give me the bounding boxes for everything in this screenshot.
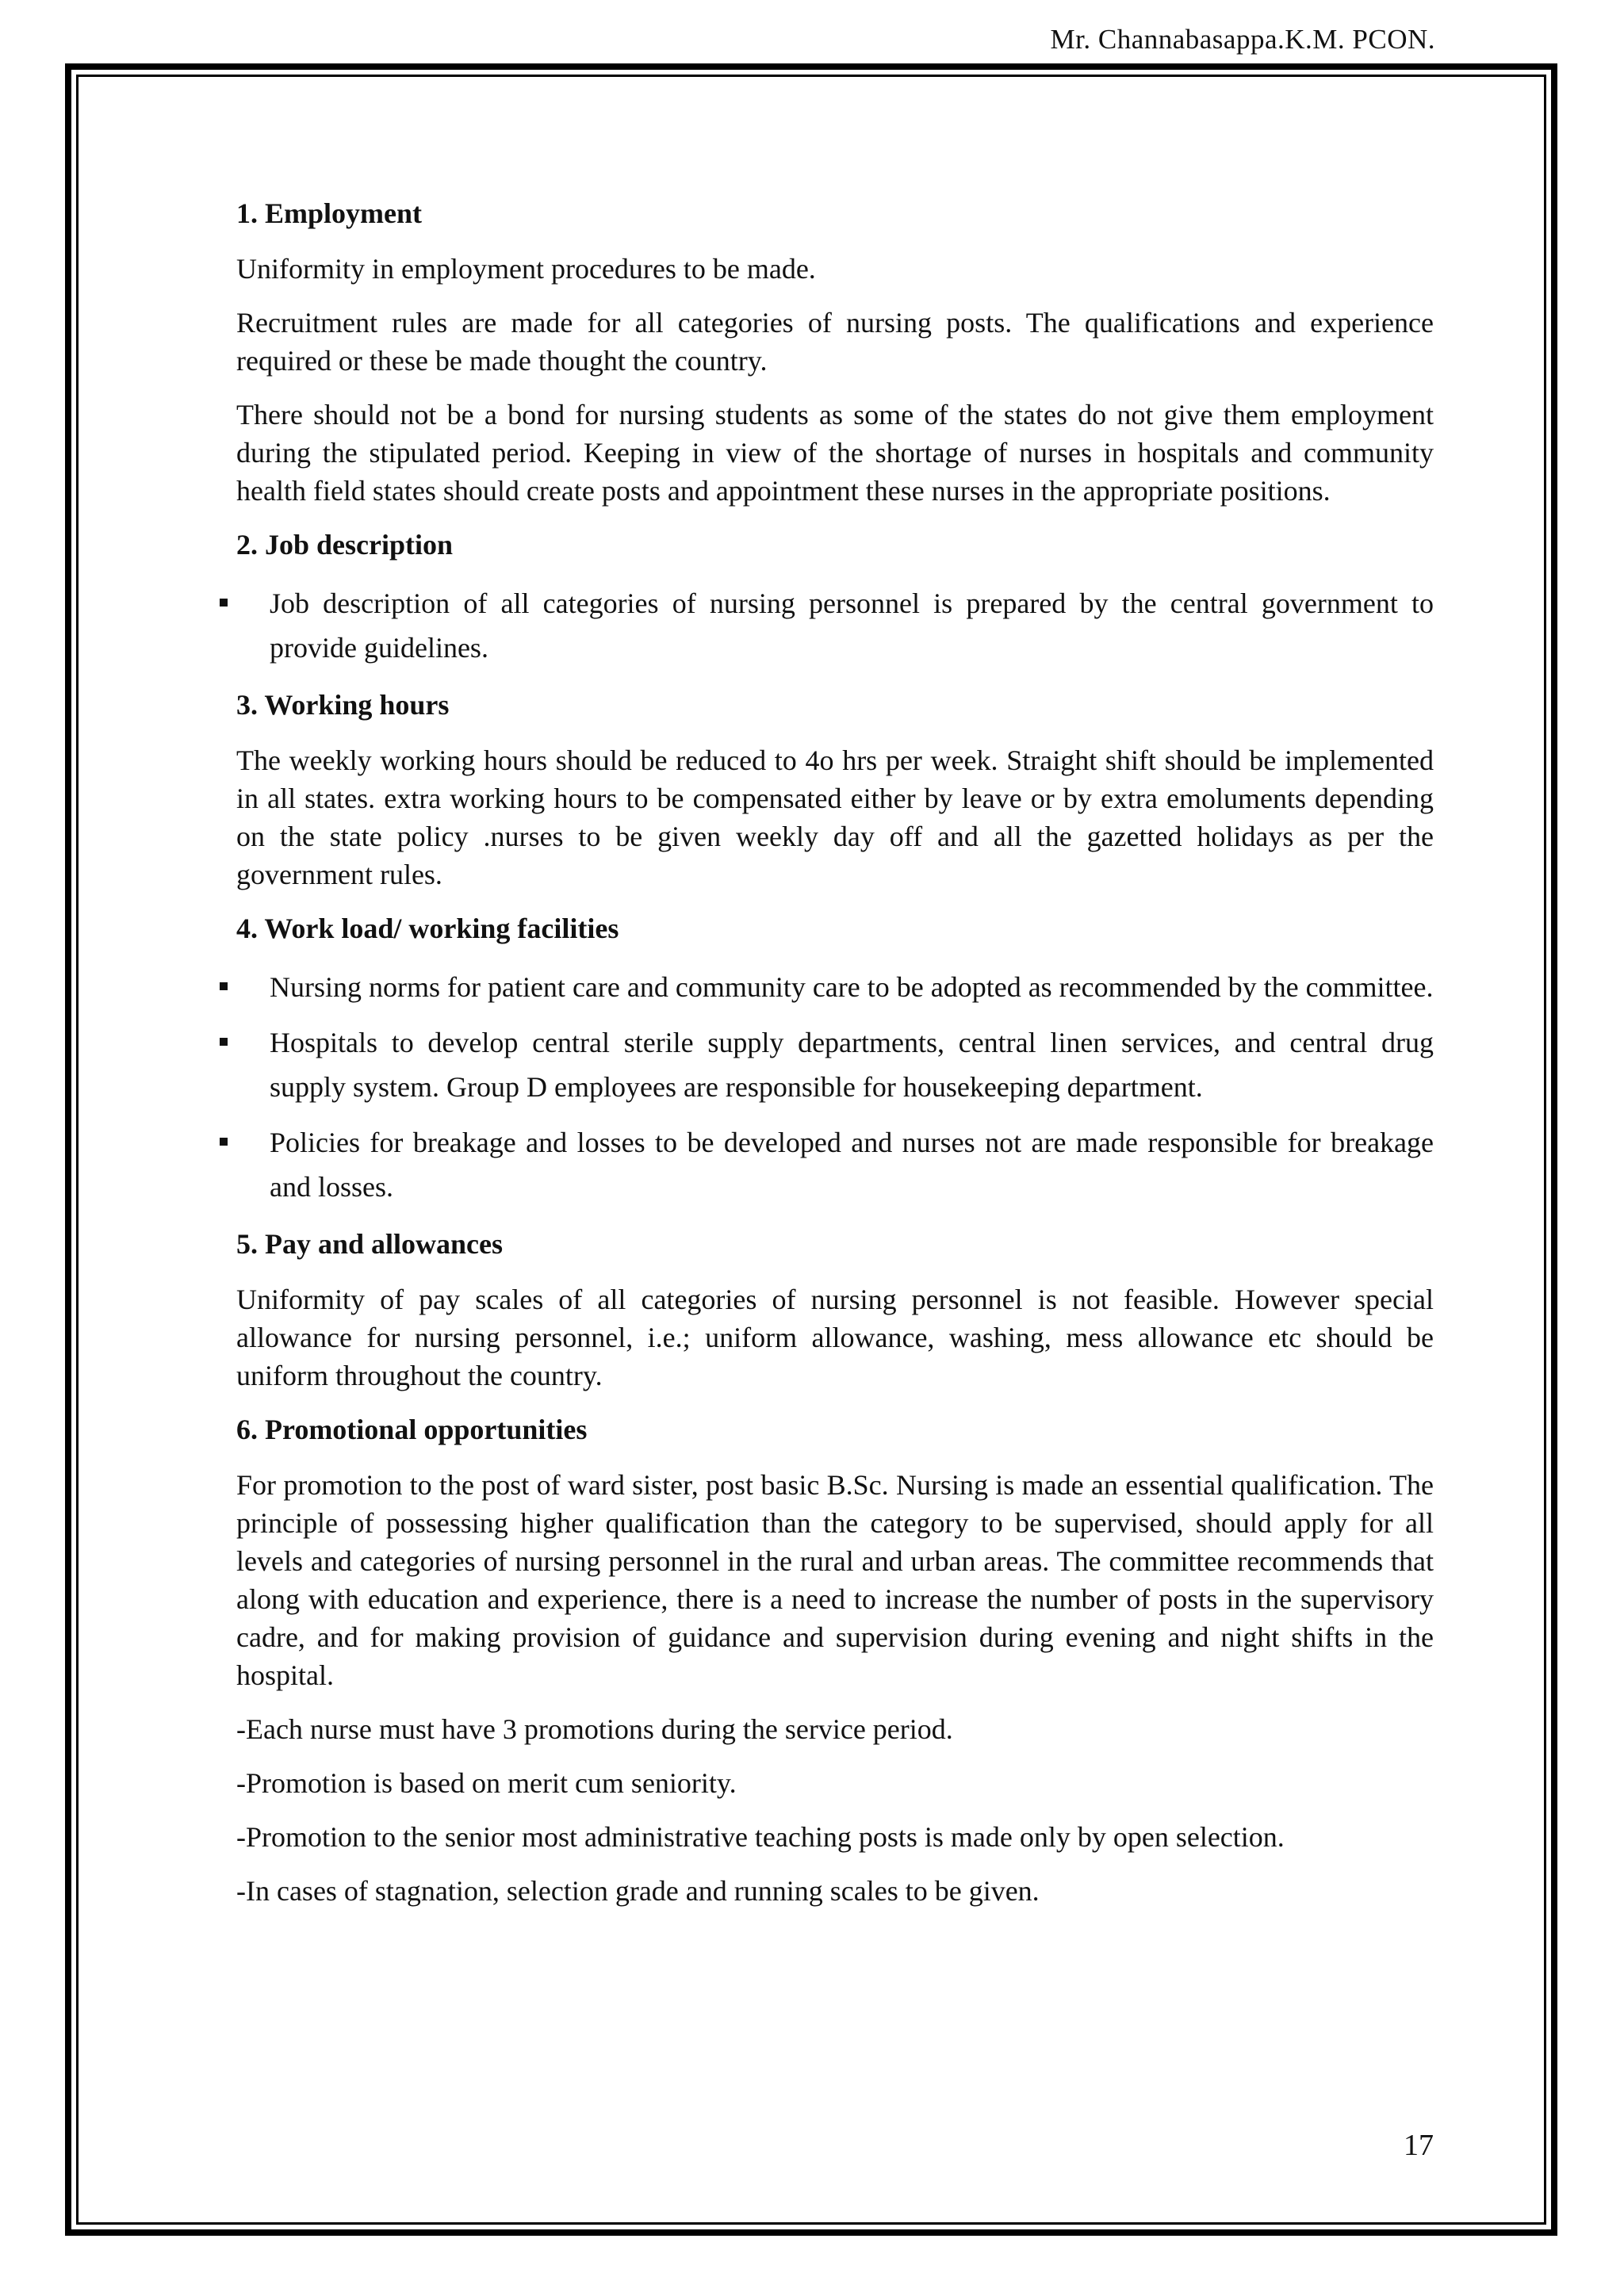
bullet-list — [236, 581, 1434, 670]
paragraph: There should not be a bond for nursing students as some of the states do not give them employment during the stipulated period. Keeping in view of the shortage of nurses in hospitals and community health field states should create posts and appointment these nurses in the appropriate positions. — [236, 399, 1434, 507]
paragraph: For promotion to the post of ward sister, post basic B.Sc. Nursing is made an essential qualification. The principle of possessing higher qualification than the category to be supervised, should apply for all levels and categories of nursing personnel in the rural and urban areas. The committee recommends that along with education and experience, there is a need to increase the number of posts in the supervisory cadre, and for making provision of guidance and supervision during evening and night shifts in the hospital. — [236, 1469, 1434, 1691]
bullet-text: Job description of all categories of nursing personnel is prepared by the central government to provide guidelines. — [270, 587, 1434, 664]
section-heading: 6. Promotional opportunities — [236, 1414, 588, 1445]
section-pay-allowances — [236, 1225, 1434, 1395]
dash-line: -Promotion is based on merit cum seniority. — [236, 1767, 737, 1799]
section-employment — [236, 194, 1434, 510]
section-heading: 3. Working hours — [236, 689, 450, 721]
square-bullet-icon — [220, 1138, 228, 1146]
page-header-author: Mr. Channabasappa.K.M. PCON. — [1050, 24, 1435, 55]
dash-line: -In cases of stagnation, selection grade and running scales to be given. — [236, 1875, 1040, 1907]
paragraph: Uniformity in employment procedures to be made. — [236, 253, 816, 285]
bullet-text: Hospitals to develop central sterile supply departments, central linen services, and central drug supply system. Group D employees are responsible for housekeeping department. — [270, 1027, 1434, 1103]
section-promotional-opportunities — [236, 1410, 1434, 1910]
bullet-text: Nursing norms for patient care and community care to be adopted as recommended by the committee. — [270, 971, 1434, 1003]
page-number: 17 — [1404, 2129, 1434, 2162]
document-body — [236, 194, 1434, 1926]
section-heading: 5. Pay and allowances — [236, 1228, 504, 1260]
bullet-item — [236, 965, 1434, 1009]
section-job-description — [236, 526, 1434, 670]
bullet-item — [236, 1120, 1434, 1209]
square-bullet-icon — [220, 1038, 228, 1046]
bullet-list — [236, 965, 1434, 1209]
section-working-hours — [236, 686, 1434, 894]
section-heading: 1. Employment — [236, 197, 422, 229]
dash-line: -Promotion to the senior most administrative teaching posts is made only by open selection. — [236, 1821, 1285, 1853]
dash-line: -Each nurse must have 3 promotions during the service period. — [236, 1713, 953, 1745]
bullet-text: Policies for breakage and losses to be developed and nurses not are made responsible for breakage and losses. — [270, 1127, 1434, 1203]
section-work-load — [236, 909, 1434, 1209]
square-bullet-icon — [220, 982, 228, 990]
bullet-item — [236, 581, 1434, 670]
paragraph: The weekly working hours should be reduced to 4o hrs per week. Straight shift should be implemented in all states. extra working hours to be compensated either by leave or by extra emoluments depending on the state policy .nurses to be given weekly day off and all the gazetted holidays as per the government rules. — [236, 744, 1434, 890]
section-heading: 4. Work load/ working facilities — [236, 913, 619, 944]
section-heading: 2. Job description — [236, 529, 454, 561]
bullet-item — [236, 1020, 1434, 1109]
paragraph: Uniformity of pay scales of all categories of nursing personnel is not feasible. However special allowance for nursing personnel, i.e.; uniform allowance, washing, mess allowance etc should be uniform throughout the country. — [236, 1284, 1434, 1391]
paragraph: Recruitment rules are made for all categories of nursing posts. The qualifications and experience required or these be made thought the country. — [236, 307, 1434, 377]
square-bullet-icon — [220, 599, 228, 607]
